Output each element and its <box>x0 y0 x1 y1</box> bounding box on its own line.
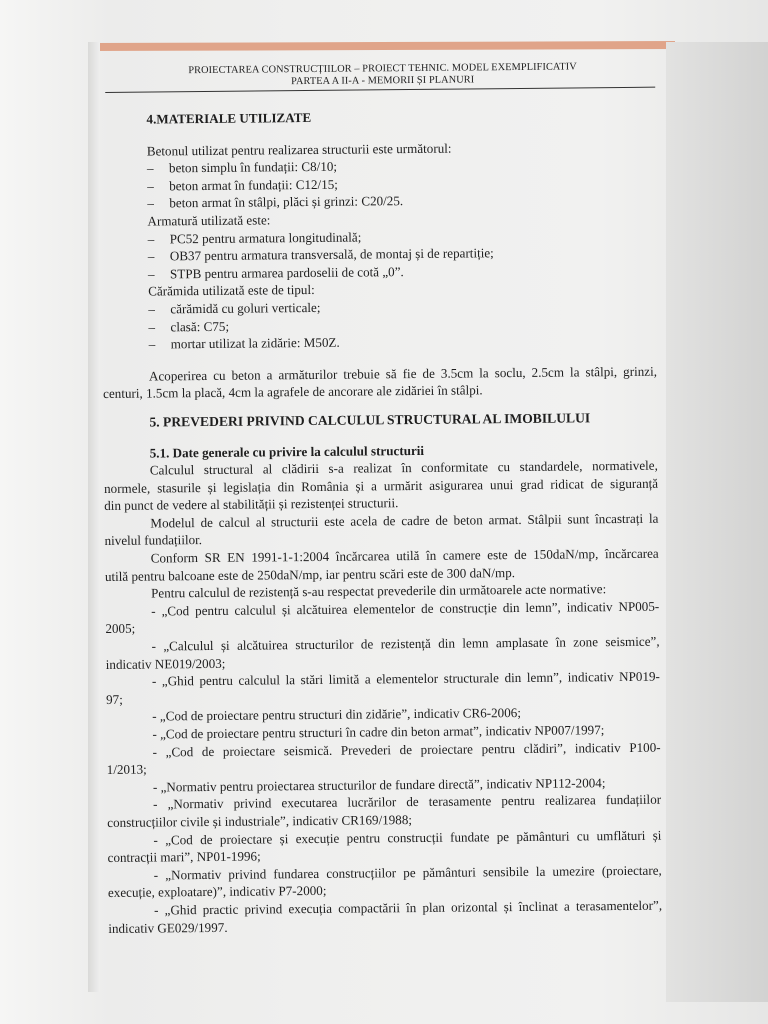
norm-line: - „Cod de proiectare pentru structuri în cadre din beton armat”, indicativ NP007/1997; <box>152 722 605 742</box>
norm-line: indicativ NE019/2003; <box>105 655 226 672</box>
body-line: Modelul de calcul al structurii este acela de cadre de beton armat. Stâlpii sunt încastrați la <box>150 510 659 531</box>
document-page <box>100 61 668 937</box>
body-line: Conform SR EN 1991-1-1:2004 încărcarea utilă în camere este de 150daN/mp, încărcarea <box>150 545 659 566</box>
page-header <box>105 61 660 90</box>
concrete-item: – beton simplu în fundații: C8/10; <box>146 158 338 176</box>
subsection-5-1-title: 5.1. Date generale cu privire la calculul structurii <box>149 442 425 461</box>
section-4-title: 4.MATERIALE UTILIZATE <box>146 109 312 127</box>
norm-line: indicativ GE029/1997. <box>108 919 228 936</box>
rebar-item: – OB37 pentru armatura transversală, de montaj și de repartiție; <box>147 245 494 264</box>
header-line-1: PROIECTAREA CONSTRUCȚIILOR – PROIECT TEHNIC. MODEL EXEMPLIFICATIV <box>188 61 577 77</box>
norm-line: 1/2013; <box>106 761 147 778</box>
brick-item: – clasă: C75; <box>148 318 230 335</box>
body-line: utilă pentru balcoane este de 250daN/mp, iar pentru scări este de 300 daN/mp. <box>104 564 516 584</box>
cover-line-1: Acoperirea cu beton a armăturilor trebuie să fie de 3.5cm la soclu, 2.5cm la stâlpi, grinzi, <box>148 363 658 384</box>
norm-line: - „Normativ pentru proiectarea structurilor de fundare directă”, indicativ NP112-2004; <box>152 774 606 795</box>
concrete-item: – beton armat în stâlpi, plăci și grinzi: C20/25. <box>147 193 404 211</box>
body-line: Calculul structural al clădirii s-a realizat în conformitate cu standardele, normativele, <box>149 457 658 478</box>
concrete-item: – beton armat în fundații: C12/15; <box>147 176 338 194</box>
norm-line: - „Cod de proiectare pentru structuri din zidărie”, indicativ CR6-2006; <box>152 705 522 724</box>
cover-line-2: centuri, 1.5cm la placă, 4cm la agrafele de ancorare ale zidăriei în stâlpi. <box>103 382 483 402</box>
norm-line: - „Normativ privind executarea lucrărilor de terasamente pentru realizarea fundațiilor <box>153 792 662 812</box>
norm-line: 97; <box>106 691 123 707</box>
brick-intro: Cărămida utilizată este de tipul: <box>148 282 315 299</box>
norm-line: contracții mari”, NP01-1996; <box>107 848 261 866</box>
body-line: normele, stasurile și legislația din România și a urmărit asigurarea unui grad ridicat de siguranță <box>103 475 659 496</box>
body-line: din punct de vedere al stabilității și rezistenței structurii. <box>104 495 399 514</box>
left-page-edge <box>88 42 100 992</box>
norm-line: construcțiilor civile și industriale”, indicativ CR169/1988; <box>107 812 413 830</box>
concrete-intro: Betonul utilizat pentru realizarea structurii este următorul: <box>146 140 452 159</box>
norm-line: - „Cod de proiectare și execuție pentru construcții fundate pe pământuri cu umflături și <box>153 827 662 848</box>
header-line-2: PARTEA A II-A - MEMORII ȘI PLANURI <box>291 74 475 88</box>
body-line: nivelul fundațiilor. <box>104 532 203 549</box>
rebar-item: – STPB pentru armarea pardoselii de cotă „0”. <box>147 263 404 282</box>
norm-line: 2005; <box>105 621 136 637</box>
norm-line: - „Cod pentru calculul și alcătuirea elementelor de construcție din lemn”, indicativ NP005- <box>151 598 660 619</box>
norm-line: - „Calculul și alcătuirea structurilor de rezistență din lemn amplasate în zone seismice”, <box>151 633 660 654</box>
brick-item: – cărămidă cu goluri verticale; <box>148 299 321 317</box>
rebar-intro: Armatură utilizată este: <box>147 212 271 229</box>
norm-line: - „Ghid practic privind execuția compactării în plan orizontal și înclinat a terasamentelor”, <box>154 897 663 918</box>
norm-line: execuție, exploatare)”, indicativ P7-2000; <box>107 883 327 901</box>
norm-line: - „Cod de proiectare seismică. Prevederi de proiectare pentru clădiri”, indicativ P100- <box>152 739 661 760</box>
norm-line: - „Normativ privind fundarea construcțiilor pe pământuri sensibile la umezire (proiectare, <box>153 862 662 883</box>
section-5-title: 5. PREVEDERI PRIVIND CALCULUL STRUCTURAL AL IMOBILULUI <box>149 410 591 430</box>
norm-line: - „Ghid pentru calculul la stări limită a elementelor structurale din lemn”, indicativ NP019- <box>151 668 660 689</box>
rebar-item: – PC52 pentru armatura longitudinală; <box>147 229 362 247</box>
brick-item: – mortar utilizat la zidărie: M50Z. <box>148 334 340 352</box>
body-line: Pentru calculul de rezistență s-au respectat prevederile din următoarele acte normative: <box>150 581 607 601</box>
